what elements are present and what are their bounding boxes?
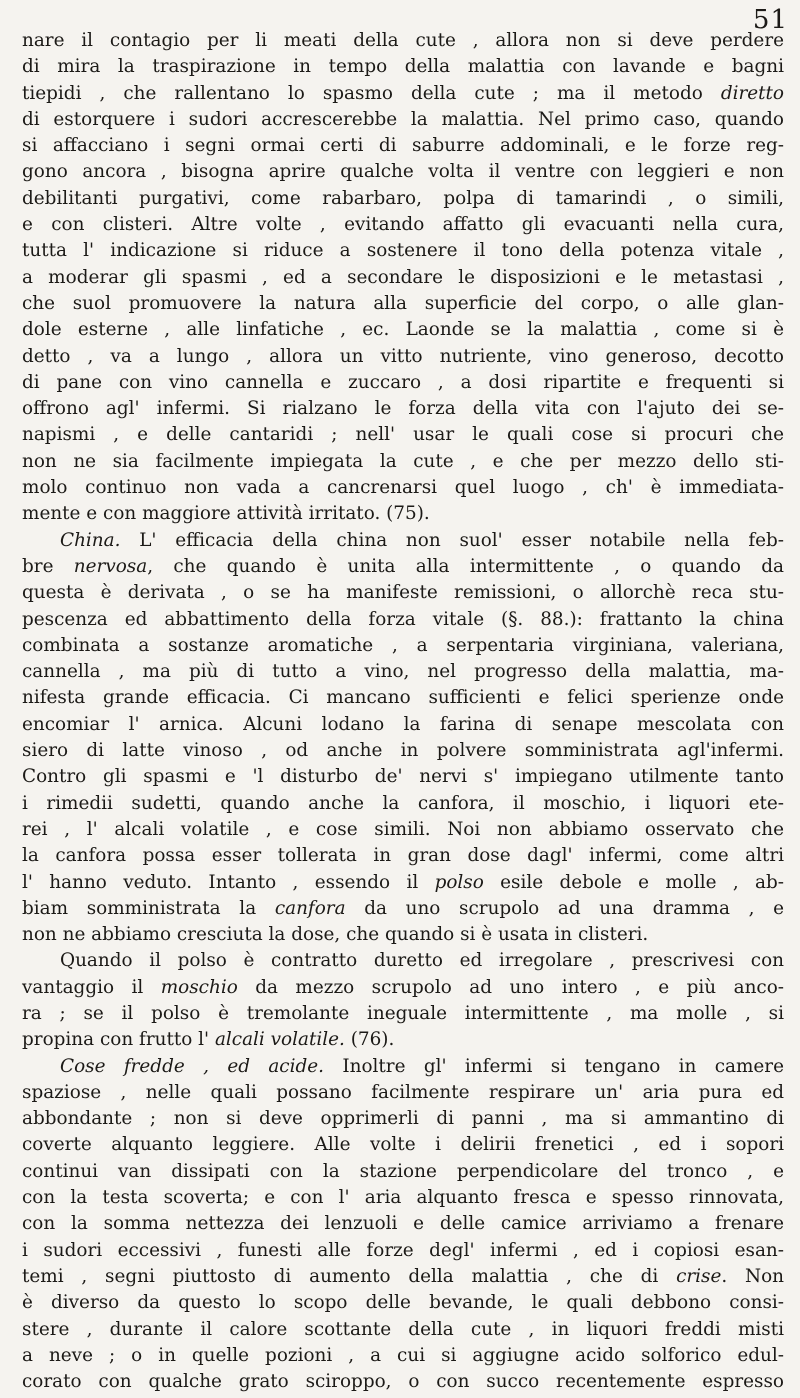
text-segment: Inoltre gl' infermi si tengano in camere [323, 1055, 784, 1077]
text-segment: questa è derivata , o se ha manifeste remissioni, o allorchè reca stu- [22, 582, 784, 604]
text-line [22, 1290, 784, 1316]
text-segment: con la testa scoverta; e con l' aria alquanto fresca e spesso rinnovata, [22, 1187, 784, 1209]
text-segment: a moderar gli spasmi , ed a secondare le disposizioni e le metastasi , [22, 266, 784, 288]
text-line [22, 1054, 784, 1080]
text-segment: encomiar l' arnica. Alcuni lodano la farina di senape mescolata con [22, 713, 784, 735]
text-segment: nifesta grande efficacia. Ci mancano sufficienti e felici sperienze onde [22, 687, 784, 709]
text-segment: si affacciano i segni ormai certi di saburre addominali, e le forze reg- [22, 135, 784, 157]
text-line [22, 1080, 784, 1106]
text-segment: corato con qualche grato sciroppo, o con succo recentemente espresso [22, 1371, 784, 1393]
text-line [22, 712, 784, 738]
text-segment: stere , durante il calore scottante della cute , in liquori freddi misti [22, 1318, 784, 1340]
text-segment: che suol promuovere la natura alla superficie del corpo, o alle glan- [22, 292, 784, 314]
italic-term: China. [60, 529, 121, 551]
text-line [22, 1185, 784, 1211]
text-segment: offrono agl' infermi. Si rialzano le forza della vita con l'ajuto dei se- [22, 398, 784, 420]
text-line [22, 159, 784, 185]
text-segment: siero di latte vinoso , od anche in polvere somministrata agl'infermi. [22, 740, 784, 762]
italic-term: diretto [720, 82, 784, 104]
text-line [22, 265, 784, 291]
text-line [22, 1317, 784, 1343]
text-line [22, 1264, 784, 1290]
text-segment: pescenza ed abbattimento della forza vitale (§. 88.): frattanto la china [22, 608, 784, 630]
text-segment: la canfora possa esser tollerata in gran dose dagl' infermi, come altri [22, 845, 784, 867]
text-segment: da mezzo scrupolo ad uno intero , e più anco- [237, 976, 784, 998]
text-line [22, 449, 784, 475]
text-segment: con la somma nettezza dei lenzuoli e delle camice arriviamo a frenare [22, 1213, 784, 1235]
text-segment: i rimedii sudetti, quando anche la canfora, il moschio, i liquori ete- [22, 792, 784, 814]
text-segment: non ne abbiamo cresciuta la dose, che quando si è usata in clisteri. [22, 924, 649, 946]
text-segment: L' efficacia della china non suol' esser notabile nella feb- [120, 529, 784, 551]
text-line [22, 1001, 784, 1027]
italic-term: canfora [274, 897, 346, 919]
text-line [22, 791, 784, 817]
text-line [22, 317, 784, 343]
text-segment: Contro gli spasmi e 'l disturbo de' nervi s' impiegano utilmente tanto [22, 766, 784, 788]
text-line [22, 1159, 784, 1185]
text-line [22, 738, 784, 764]
body-text [22, 28, 784, 1395]
text-segment: abbondante ; non si deve opprimerli di panni , ma si ammantino di [22, 1108, 784, 1130]
text-segment: l' hanno veduto. Intanto , essendo il [22, 871, 435, 893]
text-line [22, 396, 784, 422]
text-segment: coverte alquanto leggiere. Alle volte i delirii frenetici , ed i sopori [22, 1134, 784, 1156]
text-segment: temi , segni piuttosto di aumento della malattia , che di [22, 1265, 677, 1287]
text-segment: i sudori eccessivi , funesti alle forze degl' infermi , ed i copiosi esan- [22, 1239, 784, 1261]
text-line [22, 659, 784, 685]
text-segment: ra ; se il polso è tremolante ineguale intermittente , ma molle , si [22, 1002, 784, 1024]
text-segment: bre [22, 555, 74, 577]
text-line [22, 843, 784, 869]
text-line [22, 607, 784, 633]
text-segment: di estorquere i sudori accrescerebbe la malattia. Nel primo caso, quando [22, 108, 784, 130]
text-segment: e con clisteri. Altre volte , evitando affatto gli evacuanti nella cura, [22, 214, 784, 236]
text-line [22, 344, 784, 370]
text-line [22, 764, 784, 790]
text-segment: tutta l' indicazione si riduce a sostenere il tono della potenza vitale , [22, 240, 784, 262]
text-segment: tiepidi , che rallentano lo spasmo della cute ; ma il metodo [22, 82, 721, 104]
text-line [22, 81, 784, 107]
text-segment: combinata a sostanze aromatiche , a serpentaria virginiana, valeriana, [22, 634, 784, 656]
text-segment: mente e con maggiore attività irritato. (75). [22, 503, 430, 525]
text-segment: spaziose , nelle quali possano facilmente respirare un' aria pura ed [22, 1081, 784, 1103]
italic-term: crise [676, 1265, 722, 1287]
text-segment: a neve ; o in quelle pozioni , a cui si aggiugne acido solforico edul- [22, 1344, 784, 1366]
text-line [22, 817, 784, 843]
text-line [22, 528, 784, 554]
text-line [22, 633, 784, 659]
text-line [22, 28, 784, 54]
text-segment: cannella , ma più di tutto a vino, nel progresso della malattia, ma- [22, 661, 784, 683]
text-segment: nare il contagio per li meati della cute , allora non si deve perdere [22, 30, 784, 51]
italic-term: moschio [160, 976, 238, 998]
text-segment: da uno scrupolo ad una dramma , e [345, 897, 784, 919]
text-segment: (76). [344, 1029, 395, 1051]
text-segment: dole esterne , alle linfatiche , ec. Laonde se la malattia , come si è [22, 319, 784, 341]
text-line [22, 1027, 784, 1053]
text-segment: molo continuo non vada a cancrenarsi quel luogo , ch' è immediata- [22, 477, 784, 499]
text-line [22, 1132, 784, 1158]
text-line [22, 870, 784, 896]
text-segment: non ne sia facilmente impiegata la cute , e che per mezzo dello sti- [22, 450, 784, 472]
text-line [22, 238, 784, 264]
text-segment: . Non [721, 1265, 785, 1287]
text-line [22, 922, 784, 948]
text-line [22, 1238, 784, 1264]
text-segment: di mira la traspirazione in tempo della malattia con lavande e bagni [22, 56, 784, 78]
page-number: 51 [752, 5, 788, 35]
text-line [22, 501, 784, 527]
text-segment: rei , l' alcali volatile , e cose simili. Noi non abbiamo osservato che [22, 818, 784, 840]
text-line [22, 107, 784, 133]
italic-term: Cose fredde , ed acide. [60, 1055, 324, 1077]
text-segment: propina con frutto l' [22, 1029, 215, 1051]
text-line [22, 1369, 784, 1395]
text-line [22, 54, 784, 80]
italic-term: polso [434, 871, 484, 893]
text-line [22, 186, 784, 212]
text-segment: vantaggio il [22, 976, 161, 998]
text-segment: , che quando è unita alla intermittente , o quando da [147, 555, 784, 577]
text-line [22, 948, 784, 974]
text-line [22, 475, 784, 501]
text-line [22, 133, 784, 159]
text-line [22, 370, 784, 396]
text-segment: continui van dissipati con la stazione perpendicolare del tronco , e [22, 1160, 784, 1182]
text-line [22, 1211, 784, 1237]
text-line [22, 1106, 784, 1132]
text-line [22, 896, 784, 922]
text-line [22, 212, 784, 238]
text-segment: napismi , e delle cantaridi ; nell' usar le quali cose si procuri che [22, 424, 784, 446]
text-segment: è diverso da questo lo scopo delle bevande, le quali debbono consi- [22, 1292, 784, 1314]
text-line [22, 554, 784, 580]
text-line [22, 580, 784, 606]
text-line [22, 291, 784, 317]
text-line [22, 975, 784, 1001]
text-segment: Quando il polso è contratto duretto ed irregolare , prescrivesi con [60, 950, 784, 972]
text-segment: esile debole e molle , ab- [483, 871, 784, 893]
text-line [22, 1343, 784, 1369]
text-line [22, 685, 784, 711]
text-segment: biam somministrata la [22, 897, 275, 919]
text-line [22, 422, 784, 448]
text-segment: debilitanti purgativi, come rabarbaro, polpa di tamarindi , o simili, [22, 187, 784, 209]
text-segment: detto , va a lungo , allora un vitto nutriente, vino generoso, decotto [22, 345, 784, 367]
text-segment: gono ancora , bisogna aprire qualche volta il ventre con leggieri e non [22, 161, 784, 183]
italic-term: alcali volatile. [214, 1029, 345, 1051]
italic-term: nervosa [73, 555, 148, 577]
text-segment: di pane con vino cannella e zuccaro , a dosi ripartite e frequenti si [22, 371, 784, 393]
